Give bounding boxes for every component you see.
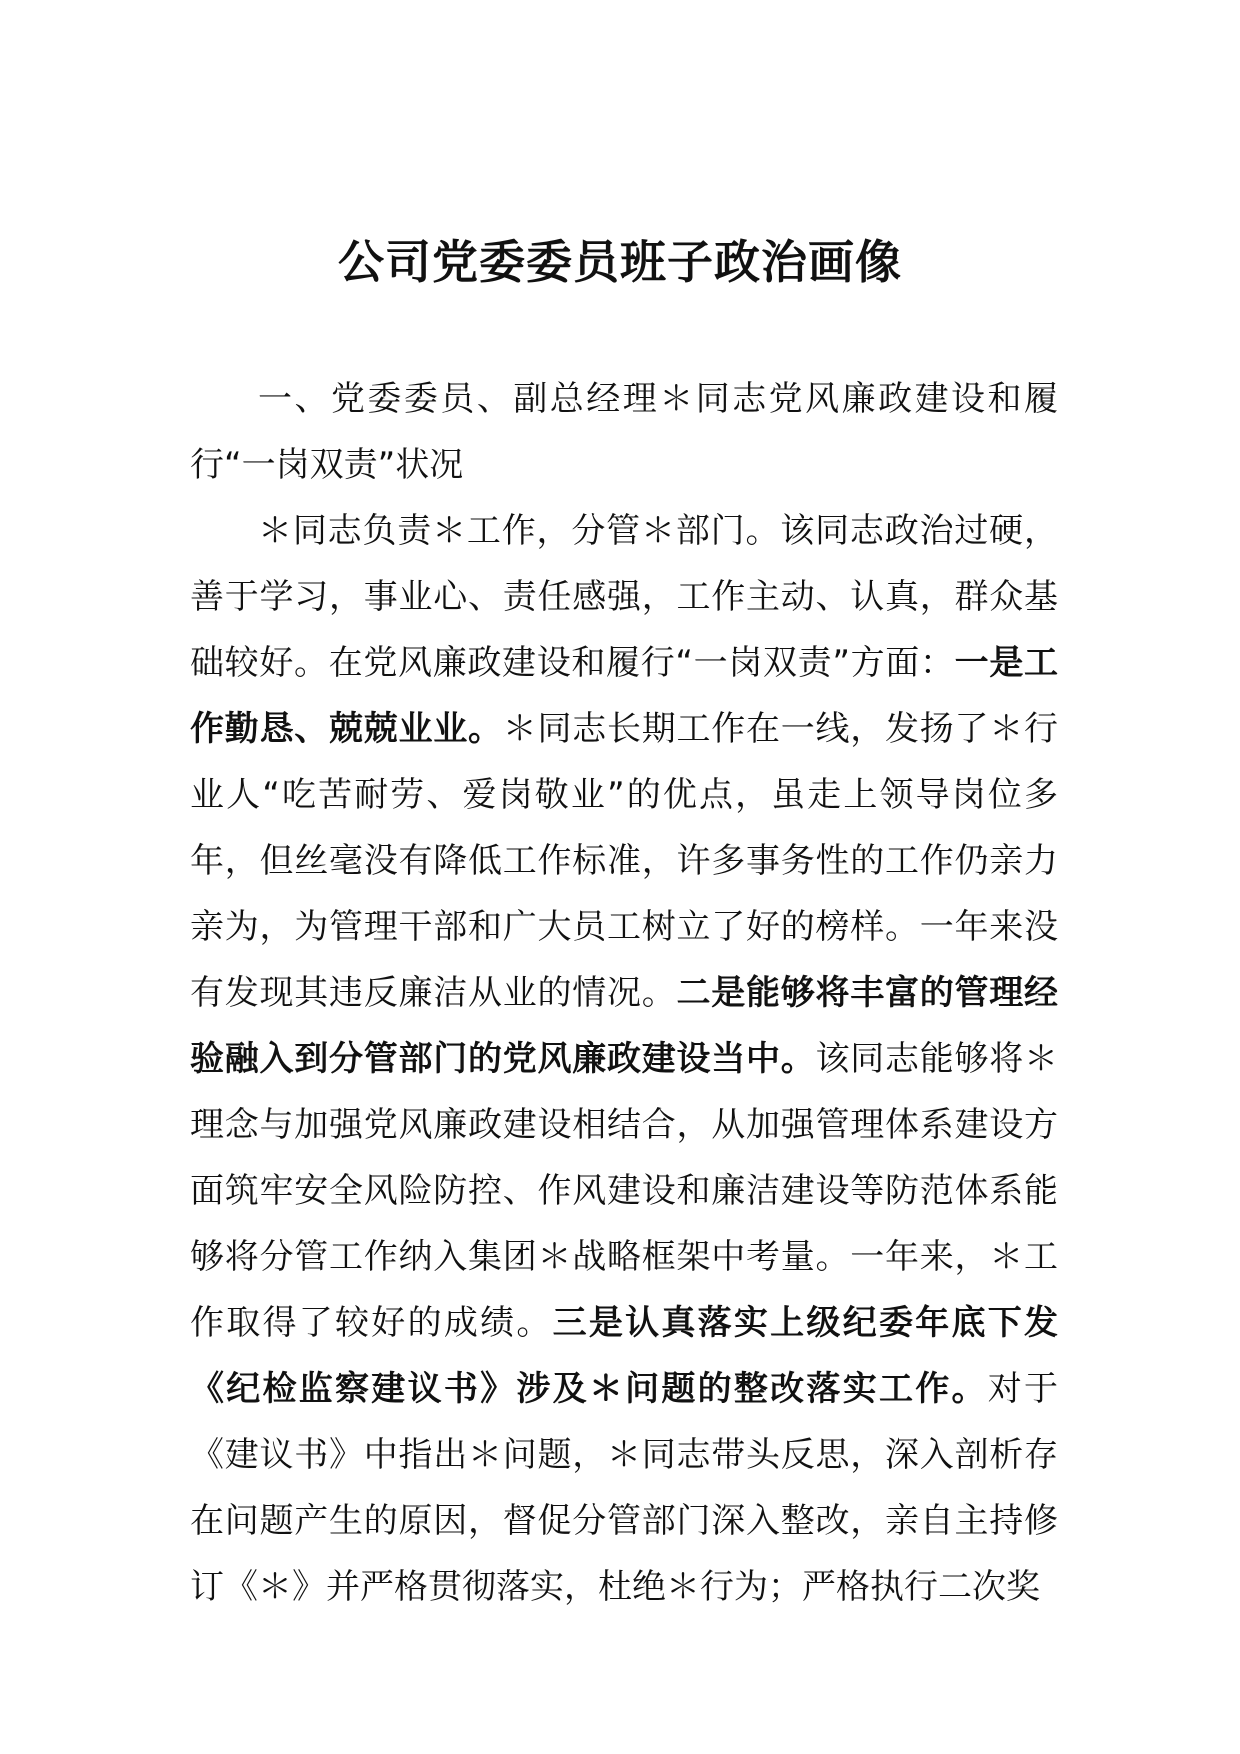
body-text: ＊同志负责＊工作，分管＊部门。该同志政治过硬，善于学习，事业心、责任感强，工作主动、认真，群众基础较好。在党风廉政建设和履行“一岗双责”方面： <box>190 511 1058 683</box>
bold-point-two: 二是能够将丰富的管理经验融入到分管部门的党风廉政建设当中。 <box>190 973 1058 1079</box>
document-body <box>190 366 1058 1620</box>
body-text: 对于《建议书》中指出＊问题，＊同志带头反思，深入剖析存在问题产生的原因，督促分管部门深入整改，亲自主持修订《＊》并严格贯彻落实，杜绝＊行为；严格执行二次奖 <box>190 1369 1059 1607</box>
document-title: 公司党委委员班子政治画像 <box>338 235 902 289</box>
body-text: 该同志能够将＊理念与加强党风廉政建设相结合，从加强管理体系建设方面筑牢安全风险防控、作风建设和廉洁建设等防范体系能够将分管工作纳入集团＊战略框架中考量。一年来，＊工作取得了较好的成绩。 <box>190 1039 1058 1343</box>
body-text: ＊同志长期工作在一线，发扬了＊行业人“吃苦耐劳、爱岗敬业”的优点，虽走上领导岗位多年，但丝毫没有降低工作标准，许多事务性的工作仍亲力亲为，为管理干部和广大员工树立了好的榜样。一年来没有发现其违反廉洁从业的情况。 <box>190 709 1058 1013</box>
section-heading: 一、党委委员、副总经理＊同志党风廉政建设和履行“一岗双责”状况 <box>190 379 1058 485</box>
bold-point-three: 三是认真落实上级纪委年底下发《纪检监察建议书》涉及＊问题的整改落实工作。 <box>190 1303 1058 1409</box>
body-paragraph <box>190 498 1058 1620</box>
bold-point-one: 一是工作勤恳、兢兢业业。 <box>190 643 1058 749</box>
